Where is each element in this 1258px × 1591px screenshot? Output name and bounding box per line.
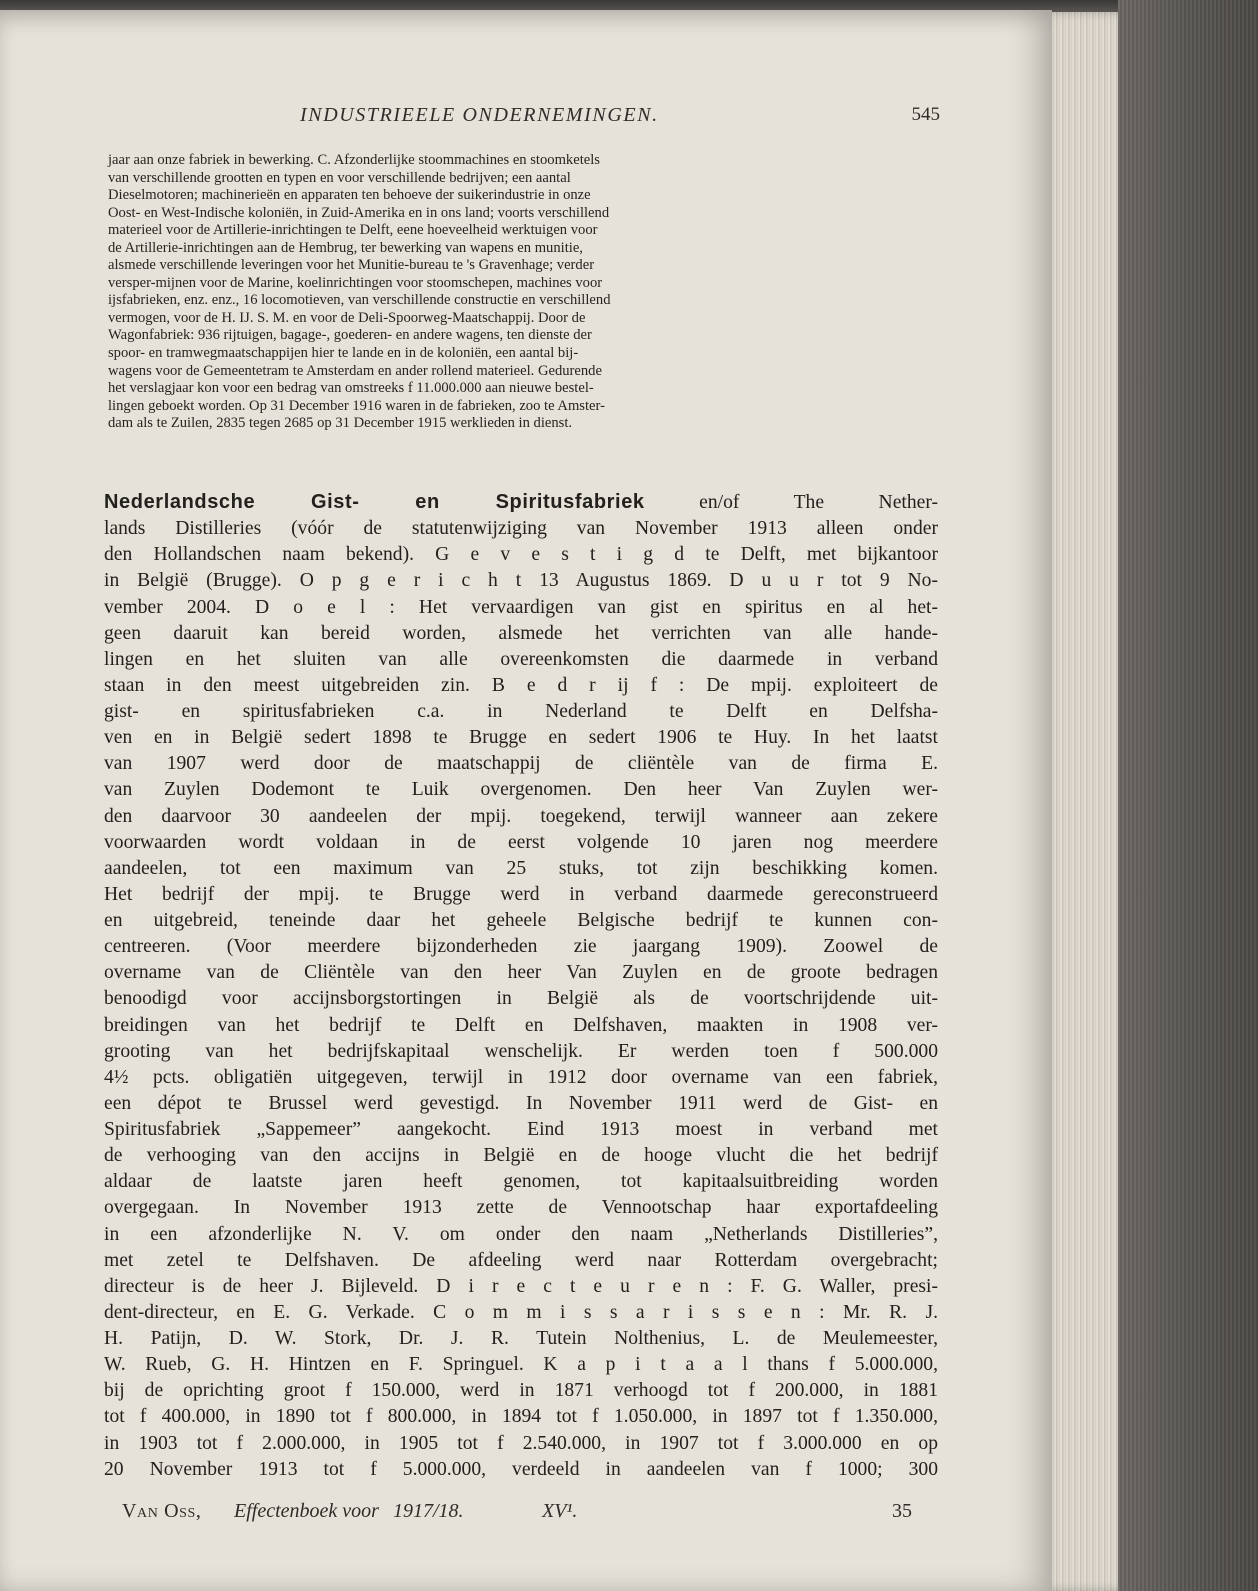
text-line: het verslagjaar kon voor een bedrag van omstreeks f 11.000.000 aan nieuwe bestel- bbox=[108, 380, 594, 397]
text-line: en uitgebreid, teneinde daar het geheele Belgische bedrijf te kunnen con- bbox=[104, 910, 938, 931]
text-line: breidingen van het bedrijf te Delft en Delfshaven, maakten in 1908 ver- bbox=[104, 1014, 938, 1036]
text-line: versper-mijnen voor de Marine, koelinrichtingen voor stoomschepen, machines voor bbox=[108, 274, 603, 291]
text-line: voorwaarden wordt voldaan in de eerst volgende 10 jaren nog meerdere bbox=[104, 831, 938, 853]
text-line: spoor- en tramwegmaatschappijen hier te lande en in de koloniën, een aantal bij- bbox=[108, 345, 579, 362]
text-line: H. Patijn, D. W. Stork, Dr. J. R. Tutein Nolthenius, L. de Meulemeester, bbox=[104, 1328, 938, 1349]
text-line: in 1903 tot f 2.000.000, in 1905 tot f 2.540.000, in 1907 tot f 3.000.000 en op bbox=[104, 1432, 938, 1454]
text-line: een dépot te Brussel werd gevestigd. In November 1911 werd de Gist- en bbox=[104, 1092, 938, 1114]
running-head-title: INDUSTRIEELE ONDERNEMINGEN. bbox=[300, 104, 659, 126]
entry-paragraph bbox=[104, 489, 938, 1483]
text-line: centreeren. (Voor meerdere bijzonderheden zie jaargang 1909). Zoowel de bbox=[104, 936, 938, 958]
text-line: gist- en spiritusfabrieken c.a. in Nederland te Delft en Delfsha- bbox=[104, 701, 938, 722]
text-line: lingen en het sluiten van alle overeenkomsten die daarmede in verband bbox=[104, 648, 938, 670]
text-line: Dieselmotoren; machinerieën en apparaten ten behoeve der suikerindustrie in onze bbox=[108, 187, 591, 204]
text-line: vermogen, voor de H. IJ. S. M. en voor de Deli-Spoorweg-Maatschappij. Door de bbox=[108, 309, 586, 326]
text-line: Het bedrijf der mpij. te Brugge werd in verband daarmede gereconstrueerd bbox=[104, 883, 938, 905]
text-line: overname van de Cliëntèle van den heer Van Zuylen en de groote bedragen bbox=[104, 962, 938, 984]
text-line: met zetel te Delfshaven. De afdeeling werd naar Rotterdam overgebracht; bbox=[104, 1249, 938, 1271]
text-line: aldaar de laatste jaren heeft genomen, tot kapitaalsuitbreiding worden bbox=[104, 1171, 938, 1193]
text-line: van verschillende grootten en typen en voor verschillende bedrijven; een aantal bbox=[108, 169, 571, 186]
text-line: dam als te Zuilen, 2835 tegen 2685 op 31 December 1915 werklieden in dienst. bbox=[108, 415, 573, 432]
page-footer bbox=[122, 1500, 912, 1526]
text-line: in België (Brugge). O p g e r i c h t 13 Augustus 1869. D u u r tot 9 No- bbox=[104, 570, 938, 592]
running-head bbox=[104, 104, 940, 128]
text-line: in een afzonderlijke N. V. om onder den naam „Netherlands Distilleries”, bbox=[104, 1223, 938, 1245]
text-line: van Zuylen Dodemont te Luik overgenomen. Den heer Van Zuylen wer- bbox=[104, 779, 938, 801]
entry-title: Nederlandsche Gist- en Spiritusfabriek bbox=[104, 491, 645, 513]
page-number: 545 bbox=[911, 104, 940, 125]
text-line: aandeelen, tot een maximum van 25 stuks, tot zijn beschikking komen. bbox=[104, 857, 938, 879]
entry-title-continuation: en/of The Nether- bbox=[699, 492, 938, 513]
footer-book-title: Effectenboek voor bbox=[234, 1500, 379, 1522]
text-line: directeur is de heer J. Bijleveld. D i r e c t e u r e n : F. G. Waller, presi- bbox=[104, 1275, 938, 1297]
text-line: geen daaruit kan bereid worden, alsmede het verrichten van alle hande- bbox=[104, 622, 938, 644]
text-line: bij de oprichting groot f 150.000, werd in 1871 verhoogd tot f 200.000, in 1881 bbox=[104, 1380, 938, 1402]
text-line: 4½ pcts. obligatiën uitgegeven, terwijl in 1912 door overname van een fabriek, bbox=[104, 1066, 938, 1088]
text-line: W. Rueb, G. H. Hintzen en F. Springuel. K a p i t a a l thans f 5.000.000, bbox=[104, 1354, 938, 1376]
text-line: Wagonfabriek: 936 rijtuigen, bagage-, goederen- en andere wagens, ten dienste der bbox=[108, 327, 592, 344]
text-line: vember 2004. D o e l : Het vervaardigen van gist en spiritus en al het- bbox=[104, 596, 938, 618]
footer-volume: XV¹. bbox=[542, 1500, 578, 1522]
text-line: Spiritusfabriek „Sappemeer” aangekocht. Eind 1913 moest in verband met bbox=[104, 1119, 938, 1140]
text-line: van 1907 werd door de maatschappij de cliëntèle van de firma E. bbox=[104, 753, 938, 775]
text-line: wagens voor de Gemeentetram te Amsterdam en ander rollend materieel. Gedurende bbox=[108, 362, 602, 379]
text-line: lingen geboekt worden. Op 31 December 1916 waren in de fabrieken, zoo te Amster- bbox=[108, 397, 605, 414]
text-line: Oost- en West-Indische koloniën, in Zuid-Amerika en in ons land; voorts verschillend bbox=[108, 204, 610, 221]
text-line: 20 November 1913 tot f 5.000.000, verdeeld in aandeelen van f 1000; 300 bbox=[104, 1458, 938, 1480]
text-line: staan in den meest uitgebreiden zin. B e d r ij f : De mpij. exploiteert de bbox=[104, 674, 938, 696]
text-line: dent-directeur, en E. G. Verkade. C o m m i s s a r i s s e n : Mr. R. J. bbox=[104, 1301, 938, 1323]
book-edge-dark bbox=[1118, 0, 1258, 1591]
text-line: lands Distilleries (vóór de statutenwijziging van November 1913 alleen onder bbox=[104, 518, 938, 540]
footer-year: 1917/18. bbox=[393, 1500, 464, 1522]
text-line: benoodigd voor accijnsborgstortingen in België als de voortschrijdende uit- bbox=[104, 988, 938, 1010]
text-line: de verhooging van den accijns in België en de hooge vlucht die het bedrijf bbox=[104, 1145, 938, 1167]
text-line: tot f 400.000, in 1890 tot f 800.000, in 1894 tot f 1.050.000, in 1897 tot f 1.350.000, bbox=[104, 1406, 938, 1428]
text-line: grooting van het bedrijfskapitaal wenschelijk. Er werden toen f 500.000 bbox=[104, 1040, 938, 1062]
footer-signature: 35 bbox=[892, 1500, 912, 1522]
text-line: overgegaan. In November 1913 zette de Vennootschap haar exportafdeeling bbox=[104, 1197, 938, 1219]
text-line: materieel voor de Artillerie-inrichtingen te Delft, eene hoeveelheid werktuigen voor bbox=[108, 222, 598, 239]
text-line: ijsfabrieken, enz. enz., 16 locomotieven, van verschillende constructie en verschillend bbox=[108, 292, 611, 309]
text-line: den daarvoor 30 aandeelen der mpij. toegekend, terwijl wanneer aan zekere bbox=[104, 805, 938, 827]
text-line: den Hollandschen naam bekend). G e v e s t i g d te Delft, met bijkantoor bbox=[104, 544, 938, 566]
text-line bbox=[104, 489, 938, 516]
text-line: ven en in België sedert 1898 te Brugge en sedert 1906 te Huy. In het laatst bbox=[104, 727, 938, 749]
text-line: de Artillerie-inrichtingen aan de Hembrug, ter bewerking van wapens en munitie, bbox=[108, 239, 583, 256]
text-line: jaar aan onze fabriek in bewerking. C. Afzonderlijke stoommachines en stoomketels bbox=[108, 152, 600, 168]
text-line: alsmede verschillende leveringen voor het Munitie-bureau te 's Gravenhage; verder bbox=[108, 257, 595, 274]
footer-publisher: Van Oss, bbox=[122, 1500, 202, 1522]
previous-entry-paragraph bbox=[108, 152, 938, 433]
